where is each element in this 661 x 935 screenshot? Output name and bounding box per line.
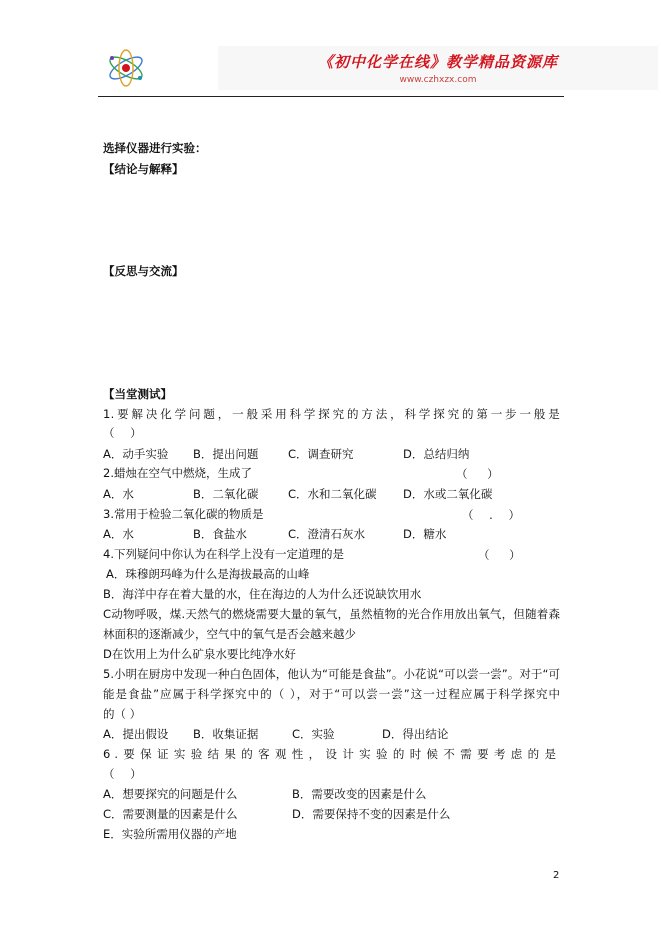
question-2-option-b: B．二氧化碳 bbox=[193, 487, 259, 501]
question-5-stem-line-1: 5.小明在厨房中发现一种白色固体，他认为“可能是食盐”。小花说“可以尝一尝”。对于“可 bbox=[103, 667, 560, 681]
question-4-option-d: D在饮用上为什么矿泉水要比纯净水好 bbox=[103, 647, 296, 661]
question-1-option-c: C．调查研究 bbox=[288, 447, 354, 461]
question-4-option-a: A．珠穆朗玛峰为什么是海拔最高的山峰 bbox=[106, 567, 310, 581]
header-divider bbox=[98, 96, 564, 97]
question-2-option-d: D．水或二氧化碳 bbox=[403, 487, 493, 501]
select-instruments-heading: 选择仪器进行实验： bbox=[103, 141, 207, 155]
question-1-stem: 1.要解决化学问题，一般采用科学探究的方法，科学探究的第一步一般是 bbox=[103, 407, 560, 421]
question-5-option-a: A．提出假设 bbox=[103, 727, 169, 741]
question-5-option-c: C．实验 bbox=[292, 727, 335, 741]
question-2-stem: 2.蜡烛在空气中燃烧，生成了 bbox=[103, 466, 252, 480]
question-6-stem: 6.要保证实验结果的客观性，设计实验的时候不需要考虑的是 bbox=[103, 747, 560, 761]
reflection-heading: 【反思与交流】 bbox=[103, 264, 184, 278]
page-header bbox=[98, 44, 564, 94]
question-6-answer-paren: （ ） bbox=[103, 767, 148, 781]
question-4-stem: 4.下列疑问中你认为在科学上没有一定道理的是 bbox=[103, 547, 344, 561]
question-2-option-a: A．水 bbox=[103, 487, 134, 501]
question-1-option-d: D．总结归纳 bbox=[403, 447, 470, 461]
question-5-stem-line-3: 的（ ） bbox=[103, 707, 142, 721]
conclusion-heading: 【结论与解释】 bbox=[103, 162, 184, 176]
question-3-stem: 3.常用于检验二氧化碳的物质是 bbox=[103, 507, 264, 521]
question-4-option-c-line-2: 林面积的逐渐减少，空气中的氧气是否会越来越少 bbox=[103, 627, 356, 641]
question-4-answer-paren: （ ） bbox=[478, 548, 529, 562]
banner-title: 《初中化学在线》教学精品资源库 bbox=[317, 53, 558, 71]
question-1-option-a: A．动手实验 bbox=[103, 447, 169, 461]
question-6-option-b: B．需要改变的因素是什么 bbox=[292, 787, 427, 801]
question-5-option-d: D．得出结论 bbox=[382, 727, 449, 741]
question-3-option-c: C．澄清石灰水 bbox=[288, 527, 366, 541]
question-2-answer-paren: （ ） bbox=[456, 467, 507, 481]
question-3-option-d: D．糖水 bbox=[403, 527, 447, 541]
question-6-option-c: C．需要测量的因素是什么 bbox=[103, 807, 238, 821]
header-banner bbox=[218, 46, 658, 90]
question-3-option-a: A．水 bbox=[103, 527, 134, 541]
question-6-option-d: D．需要保持不变的因素是什么 bbox=[292, 807, 451, 821]
question-3-option-b: B．食盐水 bbox=[193, 527, 247, 541]
question-1-option-b: B．提出问题 bbox=[193, 447, 259, 461]
question-5-stem-line-2: 能是食盐”应属于科学探究中的（ ），对于“可以尝一尝”这一过程应属于科学探究中 bbox=[103, 687, 560, 701]
page-number: 2 bbox=[553, 870, 560, 881]
banner-url: www.czhxzx.com bbox=[399, 75, 477, 85]
atom-logo-icon bbox=[104, 44, 148, 90]
question-6-option-e: E．实验所需用仪器的产地 bbox=[103, 827, 237, 841]
question-1-answer-paren: （ ） bbox=[103, 426, 148, 440]
question-4-option-b: B．海洋中存在着大量的水，住在海边的人为什么还说缺饮用水 bbox=[103, 587, 422, 601]
quiz-heading: 【当堂测试】 bbox=[103, 387, 172, 401]
question-4-option-c-line-1: C动物呼吸，煤.天然气的燃烧需要大量的氧气，虽然植物的光合作用放出氧气，但随着森 bbox=[103, 607, 560, 621]
question-3-answer-paren: （ . ） bbox=[462, 508, 526, 522]
question-2-option-c: C．水和二氧化碳 bbox=[288, 487, 377, 501]
question-5-option-b: B．收集证据 bbox=[193, 727, 259, 741]
question-6-option-a: A．想要探究的问题是什么 bbox=[103, 787, 238, 801]
